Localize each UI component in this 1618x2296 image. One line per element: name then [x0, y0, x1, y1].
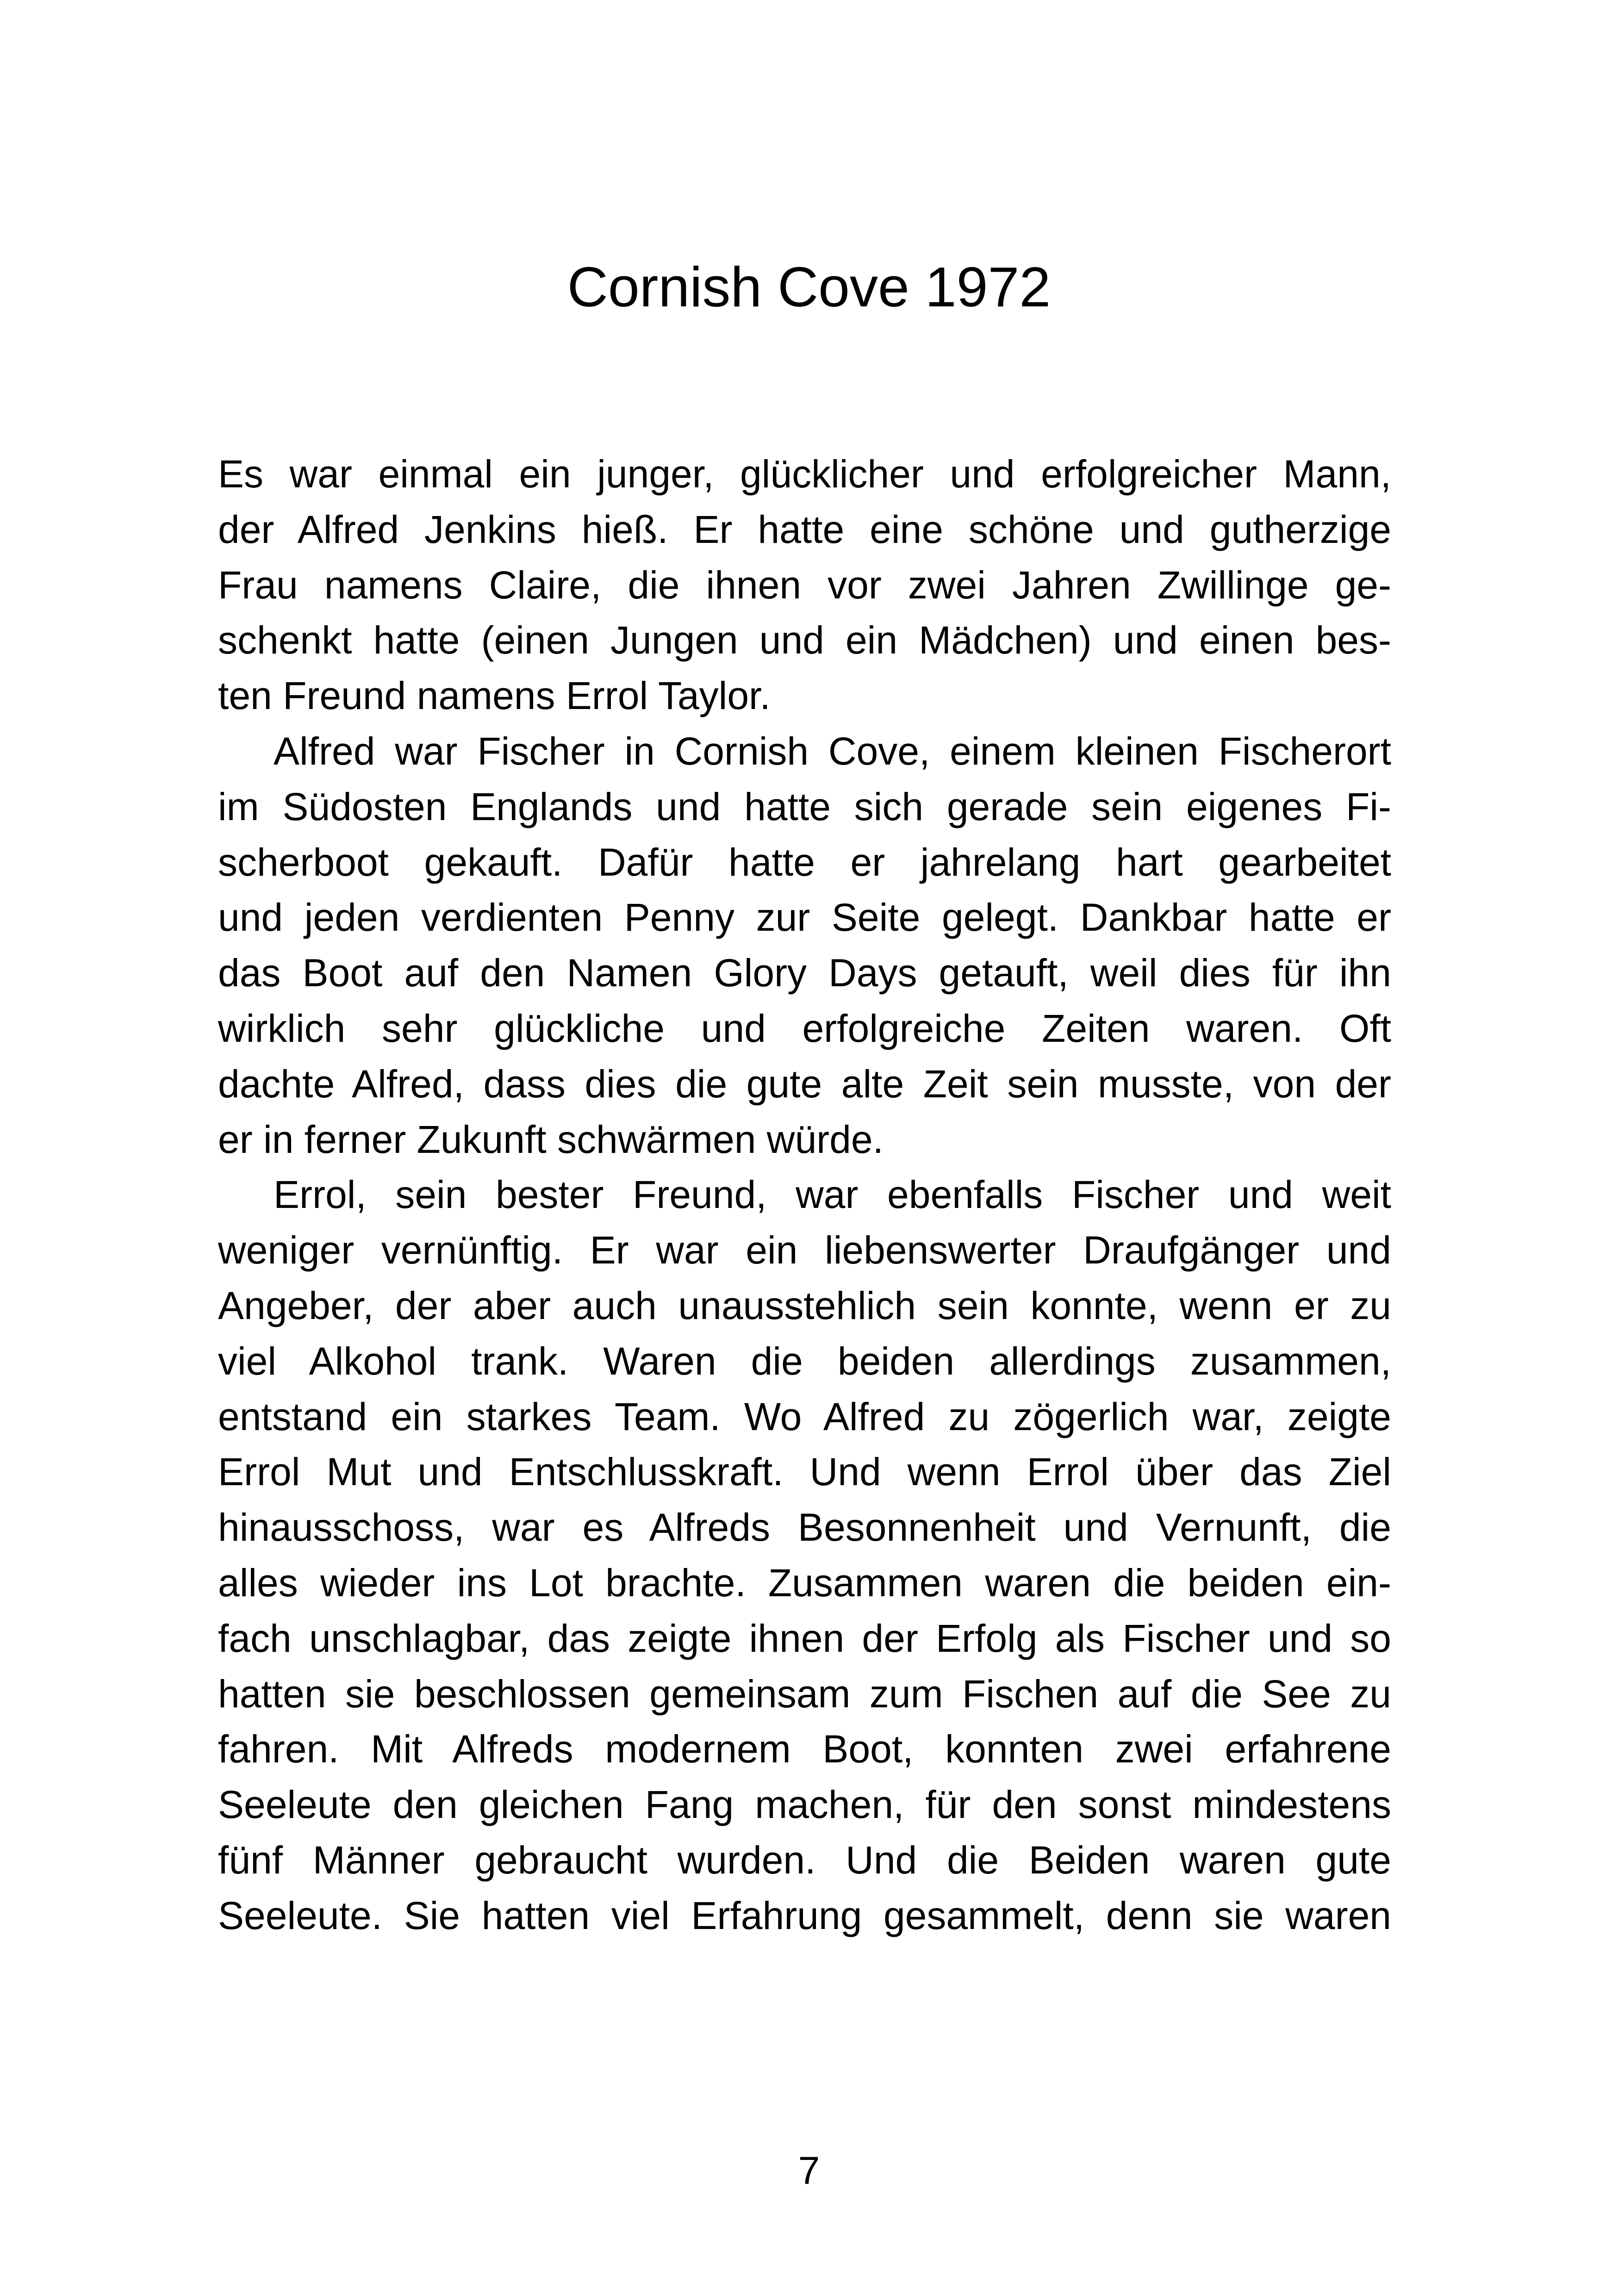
text-line: Seeleute. Sie hatten viel Erfahrung gesammelt, denn sie waren: [218, 1893, 1391, 1937]
text-line: weniger vernünftig. Er war ein liebenswerter Draufgänger und: [218, 1228, 1391, 1272]
text-line: fach unschlagbar, das zeigte ihnen der Erfolg als Fischer und so: [218, 1616, 1391, 1660]
text-line: wirklich sehr glückliche und erfolgreiche Zeiten waren. Oft: [218, 1006, 1391, 1050]
text-line: Es war einmal ein junger, glücklicher und erfolgreicher Mann,: [218, 452, 1391, 496]
chapter-title: Cornish Cove 1972: [567, 255, 1051, 318]
text-line: das Boot auf den Namen Glory Days getauft, weil dies für ihn: [218, 951, 1391, 995]
text-line: hatten sie beschlossen gemeinsam zum Fischen auf die See zu: [218, 1672, 1391, 1716]
text-line: alles wieder ins Lot brachte. Zusammen waren die beiden ein-: [218, 1561, 1391, 1605]
text-line: er in ferner Zukunft schwärmen würde.: [218, 1117, 884, 1161]
text-line: Frau namens Claire, die ihnen vor zwei Jahren Zwillinge ge-: [218, 563, 1391, 607]
text-line: entstand ein starkes Team. Wo Alfred zu zögerlich war, zeigte: [218, 1394, 1391, 1438]
body-text: [218, 447, 1391, 1944]
text-line: Angeber, der aber auch unausstehlich sein konnte, wenn er zu: [218, 1283, 1391, 1327]
text-line: Seeleute den gleichen Fang machen, für den sonst mindestens: [218, 1783, 1391, 1827]
text-line: Errol Mut und Entschlusskraft. Und wenn Errol über das Ziel: [218, 1450, 1391, 1494]
text-line: hinausschoss, war es Alfreds Besonnenheit und Vernunft, die: [218, 1506, 1391, 1549]
text-line: fahren. Mit Alfreds modernem Boot, konnten zwei erfahrene: [218, 1727, 1391, 1771]
text-line: Alfred war Fischer in Cornish Cove, einem kleinen Fischerort: [274, 729, 1391, 773]
text-line: dachte Alfred, dass dies die gute alte Zeit sein musste, von der: [218, 1062, 1391, 1106]
text-line: und jeden verdienten Penny zur Seite gelegt. Dankbar hatte er: [218, 896, 1391, 940]
text-line: ten Freund namens Errol Taylor.: [218, 674, 771, 718]
text-line: scherboot gekauft. Dafür hatte er jahrelang hart gearbeitet: [218, 840, 1391, 884]
text-line: im Südosten Englands und hatte sich gerade sein eigenes Fi-: [218, 784, 1391, 828]
page-number: 7: [798, 2149, 820, 2192]
text-line: der Alfred Jenkins hieß. Er hatte eine schöne und gutherzige: [218, 507, 1391, 551]
text-line: schenkt hatte (einen Jungen und ein Mädchen) und einen bes-: [218, 618, 1391, 662]
text-line: viel Alkohol trank. Waren die beiden allerdings zusammen,: [218, 1339, 1391, 1383]
text-line: Errol, sein bester Freund, war ebenfalls Fischer und weit: [274, 1173, 1391, 1217]
text-line: fünf Männer gebraucht wurden. Und die Beiden waren gute: [218, 1838, 1391, 1882]
